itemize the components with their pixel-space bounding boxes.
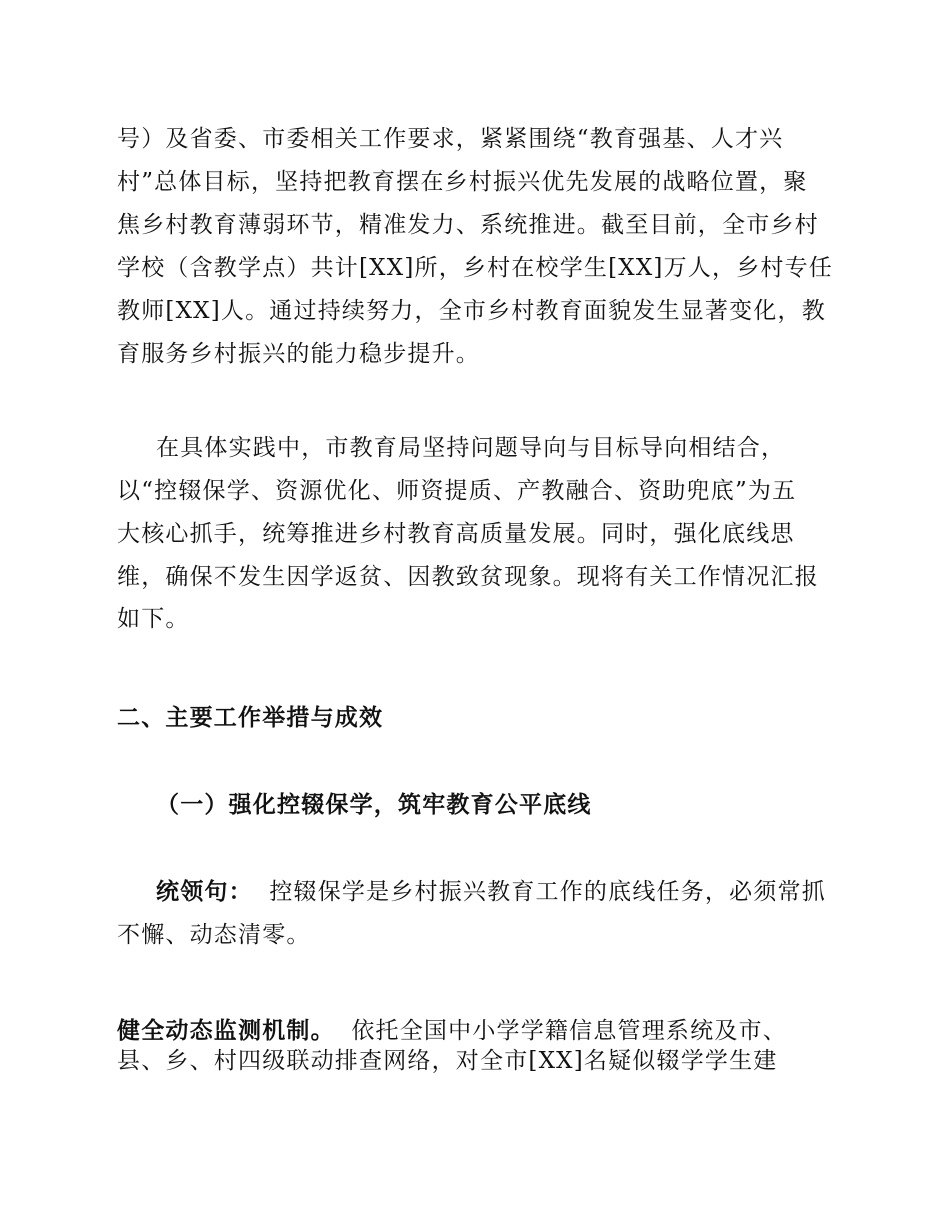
para2-line-5: 如下。: [117, 606, 190, 632]
para2-line-4: 维，确保不发生因学返贫、因教致贫现象。现将有关工作情况汇报: [117, 564, 819, 590]
para1-line-3: 焦乡村教育薄弱环节，精准发力、系统推进。截至目前，全市乡村: [117, 212, 819, 238]
para2-line-3: 大核心抓手，统筹推进乡村教育高质量发展。同时，强化底线思: [117, 521, 795, 547]
section-heading: 二、主要工作举措与成效: [117, 705, 384, 731]
lead-line-2: 不懈、动态清零。: [117, 922, 311, 948]
para2-line-2: 以“控辍保学、资源优化、师资提质、产教融合、资助兜底”为五: [117, 478, 797, 504]
lead-text: 控辍保学是乡村振兴教育工作的底线任务，必须常抓: [269, 879, 826, 905]
lead-line-1: [156, 877, 826, 907]
para2-line-1: 在具体实践中，市教育局坚持问题导向与目标导向相结合，: [156, 435, 786, 461]
subsection-heading: （一）强化控辍保学，筑牢教育公平底线: [156, 792, 592, 818]
lead-label: 统领句：: [156, 879, 253, 905]
item1-label: 健全动态监测机制。: [117, 1018, 335, 1044]
para1-line-5: 教师[XX]人。通过持续努力，全市乡村教育面貌发生显著变化，教: [117, 298, 826, 324]
para1-line-2: 村”总体目标，坚持把教育摆在乡村振兴优先发展的战略位置，聚: [117, 169, 808, 195]
item1-line-2: 县、乡、村四级联动排查网络，对全市[XX]名疑似辍学学生建: [117, 1048, 778, 1074]
item1-text: 依托全国中小学学籍信息管理系统及市、: [351, 1018, 787, 1044]
para1-line-1: 号）及省委、市委相关工作要求，紧紧围绕“教育强基、人才兴: [117, 126, 784, 152]
para1-line-6: 育服务乡村振兴的能力稳步提升。: [117, 341, 480, 367]
item1-line-1: [117, 1016, 787, 1046]
para1-line-4: 学校（含教学点）共计[XX]所，乡村在校学生[XX]万人，乡村专任: [117, 255, 833, 281]
